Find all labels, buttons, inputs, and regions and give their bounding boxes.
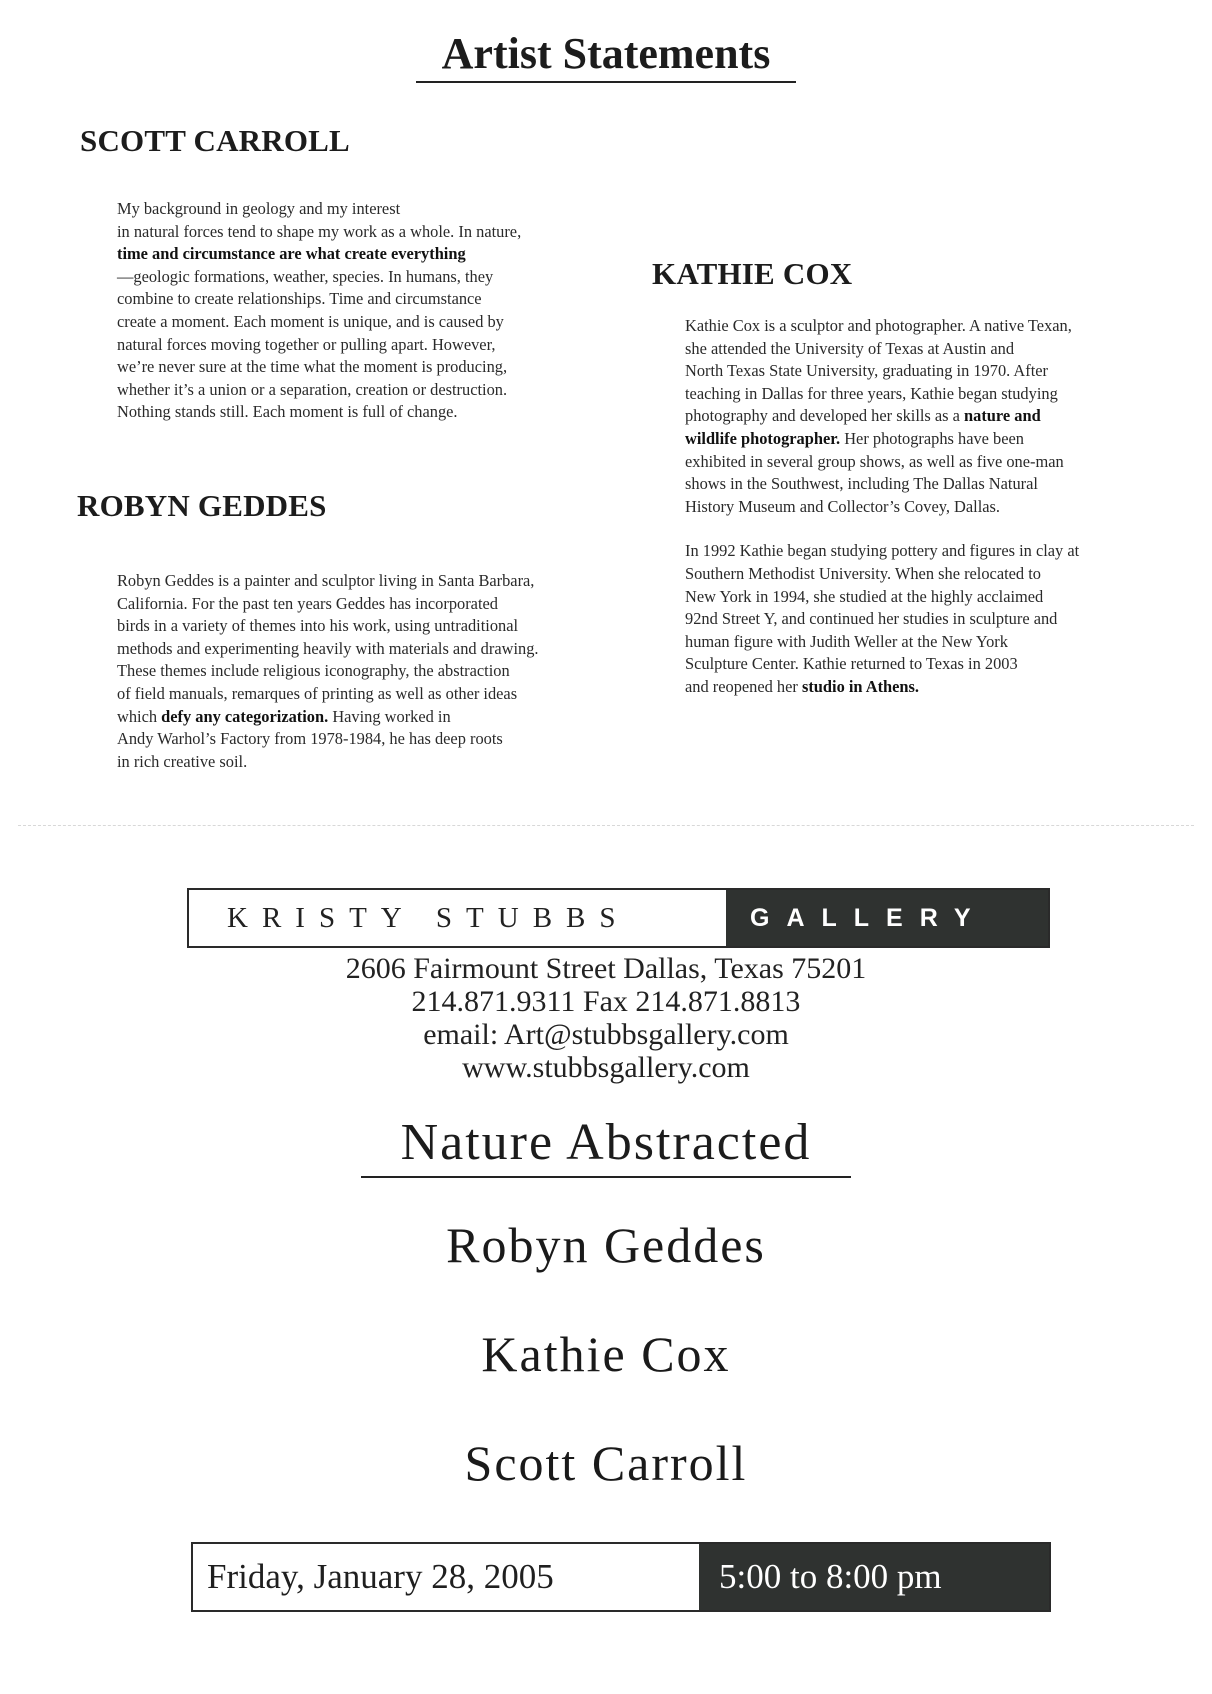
heading-scott-carroll: SCOTT CARROLL — [80, 123, 350, 158]
statement-line: These themes include religious iconography, the abstraction — [117, 661, 510, 681]
exhibition-artist: Scott Carroll — [464, 1435, 748, 1491]
statement-line: Sculpture Center. Kathie returned to Texas in 2003 — [685, 654, 1018, 674]
statement-emphasis: wildlife photographer. — [685, 428, 841, 448]
statement-line: exhibited in several group shows, as well as five one-man — [685, 451, 1064, 471]
exhibition-title — [0, 1114, 1212, 1178]
exhibition-artist: Kathie Cox — [481, 1326, 731, 1382]
statement-line: In 1992 Kathie began studying pottery and figures in clay at — [685, 541, 1080, 561]
date-banner — [191, 1542, 1051, 1612]
statement-fragment: Having worked in — [328, 706, 451, 726]
statement-line: Robyn Geddes is a painter and sculptor living in Santa Barbara, — [117, 571, 535, 590]
exhibition-title-text: Nature Abstracted — [361, 1114, 852, 1178]
statement-line: combine to create relationships. Time and circumstance — [117, 289, 482, 309]
gallery-address: 2606 Fairmount Street Dallas, Texas 75201 — [345, 952, 867, 985]
page-title-text: Artist Statements — [416, 28, 797, 83]
statement-line: create a moment. Each moment is unique, and is caused by — [117, 311, 504, 331]
gallery-phone: 214.871.9311 Fax 214.871.8813 — [411, 985, 801, 1018]
statement-fragment: Her photographs have been — [840, 428, 1024, 448]
exhibition-artist: Robyn Geddes — [446, 1217, 766, 1273]
statement-line: human figure with Judith Weller at the New York — [685, 631, 1008, 651]
statement-line: birds in a variety of themes into his work, using untraditional — [117, 616, 519, 636]
page-title — [0, 28, 1212, 83]
section-divider — [18, 825, 1194, 826]
statement-emphasis: defy any categorization. — [161, 706, 329, 726]
statement-line: whether it’s a union or a separation, creation or destruction. — [117, 379, 508, 399]
statement-line: in rich creative soil. — [117, 751, 248, 771]
statement-line: Nothing stands still. Each moment is full of change. — [117, 402, 458, 422]
statement-line: Kathie Cox is a sculptor and photographer. A native Texan, — [685, 316, 1072, 335]
statement-line: she attended the University of Texas at Austin and — [685, 338, 1015, 358]
statement-emphasis: nature and — [964, 406, 1041, 426]
gallery-website: www.stubbsgallery.com — [462, 1051, 750, 1084]
statement-line: History Museum and Collector’s Covey, Dallas. — [685, 496, 1001, 516]
statement-line: shows in the Southwest, including The Dallas Natural — [685, 474, 1038, 494]
heading-kathie-cox: KATHIE COX — [652, 256, 853, 291]
statement-emphasis: time and circumstance are what create everything — [117, 244, 466, 264]
statement-fragment: and reopened her — [685, 676, 802, 696]
gallery-name: KRISTY STUBBS — [189, 890, 726, 946]
exhibition-date: Friday, January 28, 2005 — [193, 1544, 699, 1610]
statement-line: —geologic formations, weather, species. In humans, they — [117, 266, 494, 286]
statement-line: natural forces moving together or pulling apart. However, — [117, 334, 496, 354]
statement-line: California. For the past ten years Geddes has incorporated — [117, 593, 498, 613]
gallery-email: email: Art@stubbsgallery.com — [423, 1018, 789, 1051]
statement-line: of field manuals, remarques of printing as well as other ideas — [117, 683, 518, 703]
statement-fragment: photography and developed her skills as a — [685, 406, 965, 426]
statement-line: My background in geology and my interest — [117, 199, 401, 218]
statement-line: Southern Methodist University. When she relocated to — [685, 563, 1041, 583]
statement-line: Andy Warhol’s Factory from 1978-1984, he has deep roots — [117, 729, 503, 749]
gallery-banner — [187, 888, 1050, 948]
statement-line: methods and experimenting heavily with materials and drawing. — [117, 638, 539, 658]
statement-robyn-geddes — [117, 570, 647, 773]
statement-kathie-cox — [685, 315, 1155, 699]
statement-line: we’re never sure at the time what the moment is producing, — [117, 357, 508, 377]
exhibition-time: 5:00 to 8:00 pm — [699, 1544, 1049, 1610]
statement-emphasis: studio in Athens. — [801, 676, 920, 696]
statement-line: teaching in Dallas for three years, Kathie began studying — [685, 383, 1058, 403]
statement-line: North Texas State University, graduating in 1970. After — [685, 361, 1049, 381]
statement-scott-carroll — [117, 198, 637, 424]
heading-robyn-geddes: ROBYN GEDDES — [77, 488, 327, 523]
statement-line: in natural forces tend to shape my work as a whole. In nature, — [117, 221, 522, 241]
statement-line: New York in 1994, she studied at the highly acclaimed — [685, 586, 1044, 606]
statement-line: 92nd Street Y, and continued her studies in sculpture and — [685, 609, 1058, 629]
statement-fragment: which — [117, 706, 162, 726]
gallery-word: GALLERY — [726, 890, 1048, 946]
